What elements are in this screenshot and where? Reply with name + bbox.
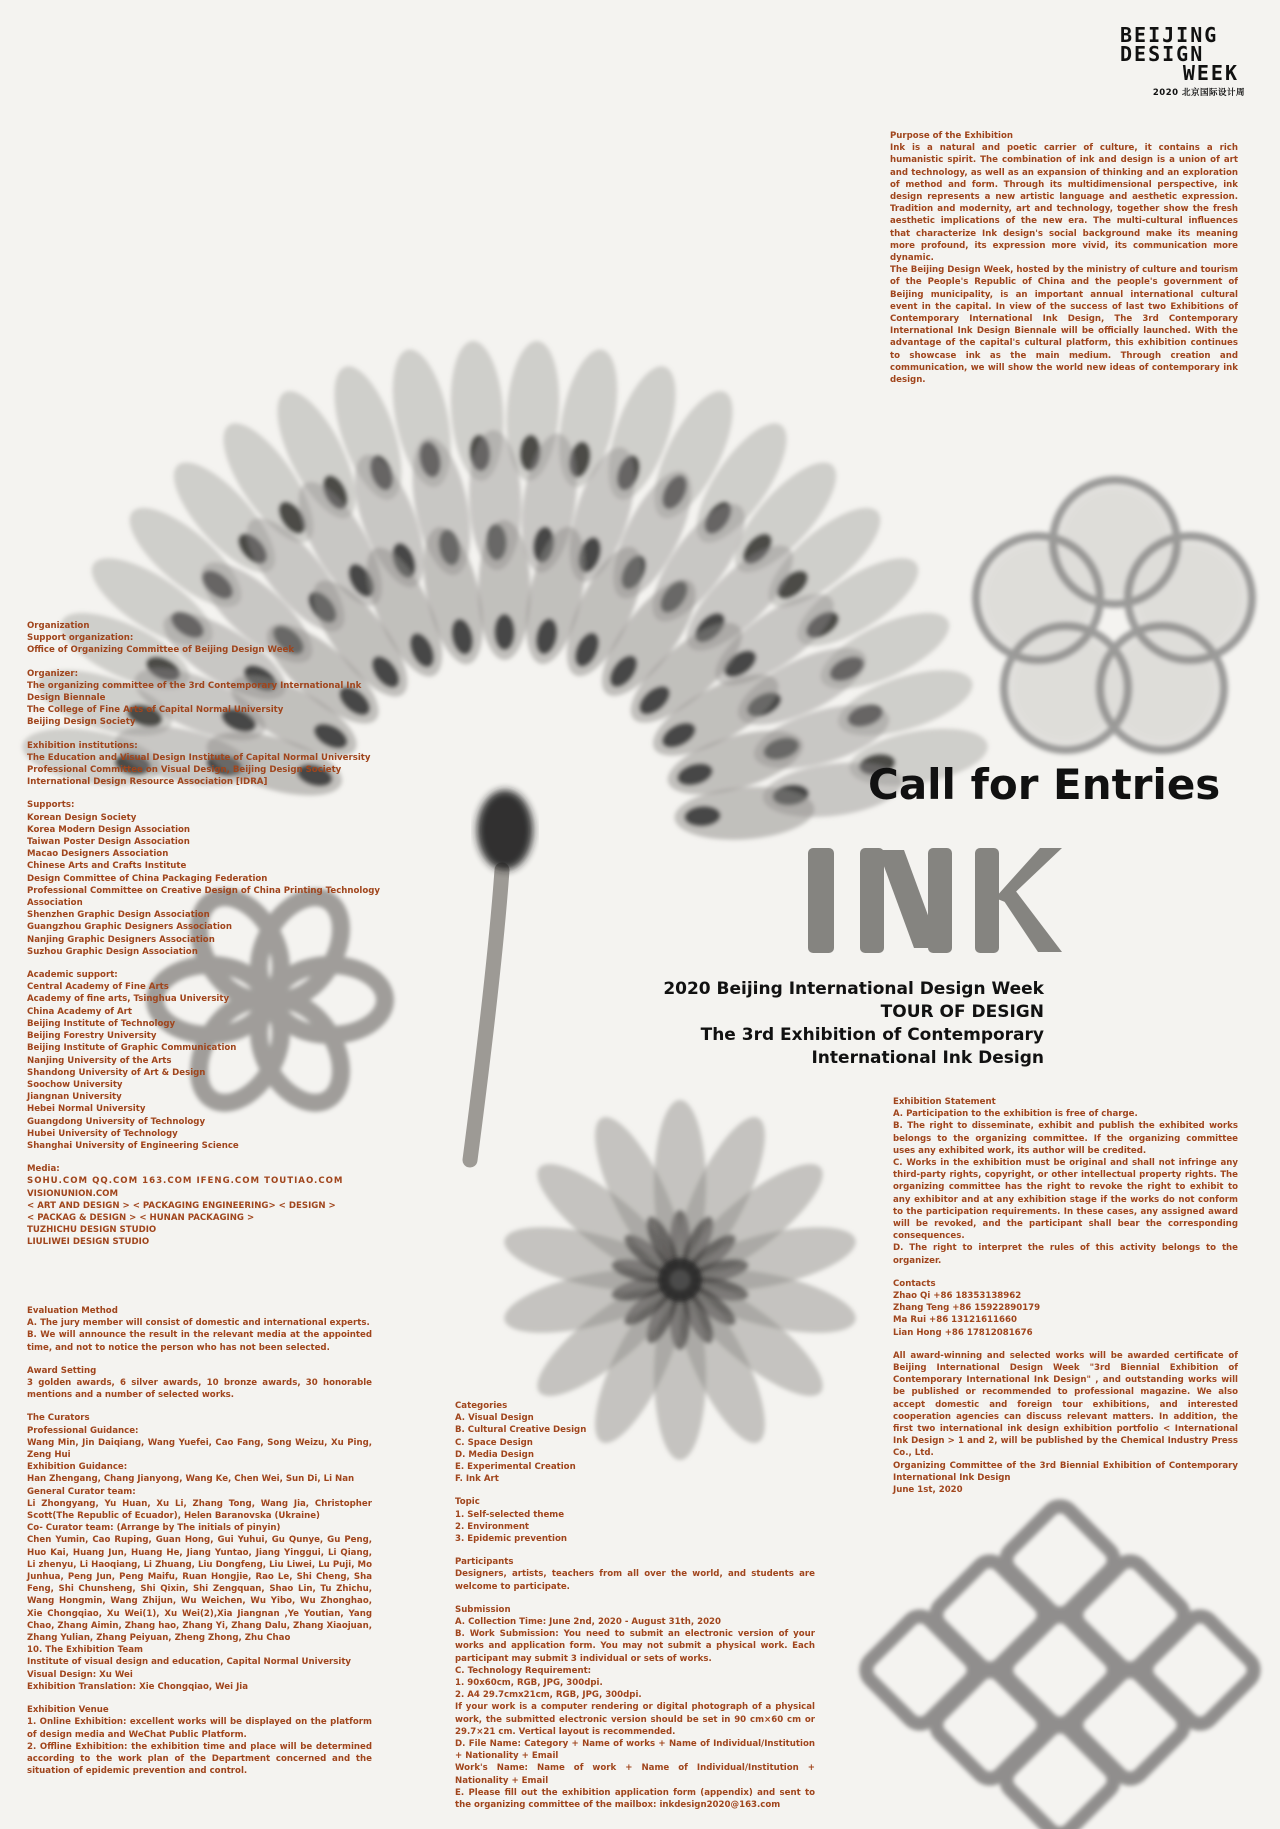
leaf-petal: [478, 520, 530, 660]
list-item: F. Ink Art: [455, 1474, 499, 1485]
statement-date: June 1st, 2020: [893, 1485, 963, 1496]
list-item: A. Visual Design: [455, 1413, 534, 1424]
team-line-1: Institute of visual design and education, Capital Normal University: [27, 1657, 352, 1668]
venue-1: 1. Online Exhibition: excellent works will be displayed on the platform of design media and WeChat Public Platform.: [27, 1717, 372, 1740]
list-item: A. Collection Time: June 2nd, 2020 - August 31th, 2020: [455, 1617, 722, 1628]
list-item: < ART AND DESIGN > < PACKAGING ENGINEERING> < DESIGN >: [27, 1200, 336, 1211]
list-item: C. Technology Requirement:: [455, 1665, 592, 1676]
list-item: Guangzhou Graphic Designers Association: [27, 922, 232, 933]
list-item: 2. A4 29.7cmx21cm, RGB, JPG, 300dpi.: [455, 1690, 642, 1701]
list-item: A. Participation to the exhibition is free of charge.: [893, 1109, 1138, 1120]
title-line-1: 2020 Beijing International Design Week: [663, 979, 1044, 999]
award-note: All award-winning and selected works will be awarded certificate of Beijing International Design Week "3rd Biennial Exhibition of Contemporary International Ink Design" , and outstanding works will be published or recommended to professional magazine. We also accept domestic and foreign tour exhibitions, and interested cooperation agencies can discuss relevant matters. In addition, the first two international ink design exhibition portfolio < International Ink Design > 1 and 2, will be published by the Chemical Industry Press Co., Ltd.: [893, 1350, 1238, 1459]
call-for-entries-title: Call for Entries: [868, 760, 1221, 809]
list-item: 1. 90x60cm, RGB, JPG, 300dpi.: [455, 1678, 603, 1689]
logo-line-2: DESIGN: [1120, 42, 1205, 66]
list-item: Jiangnan University: [27, 1092, 122, 1103]
list-item: Design Committee of China Packaging Federation: [27, 873, 268, 884]
list-item: D. Media Design: [455, 1449, 534, 1460]
logo-line-1: BEIJING: [1120, 23, 1219, 47]
team-heading: 10. The Exhibition Team: [27, 1645, 143, 1656]
list-item: Guangdong University of Technology: [27, 1116, 206, 1127]
lattice-diamond: [1001, 1721, 1120, 1829]
pg-text: Wang Min, Jin Daiqiang, Wang Yuefei, Cao Fang, Song Weizu, Xu Ping, Zeng Hui: [27, 1437, 372, 1461]
beijing-design-week-logo: [1120, 23, 1245, 98]
participants-text: Designers, artists, teachers from all over the world, and students are welcome to participate.: [455, 1569, 815, 1592]
support-org-label: Support organization:: [27, 633, 134, 644]
lattice-diamond: [931, 1556, 1050, 1675]
purpose-paragraph-2: The Beijing Design Week, hosted by the ministry of culture and tourism of the People's Republic of China and the people's government of Beijing municipality, is an important annual international cultural event in the capital. In view of the success of last two Exhibitions of Contemporary International Ink Design, The 3rd Contemporary International Ink Design Biennale will be officially launched. With the advantage of the capital's cultural platform, this exhibition continues to showcase ink as the main medium. Through creation and communication, we will show the world new ideas of contemporary ink design.: [890, 265, 1238, 386]
academic-block: [27, 969, 387, 1152]
title-line-3: The 3rd Exhibition of Contemporary: [700, 1025, 1044, 1045]
list-item: Hubei University of Technology: [27, 1128, 178, 1139]
evaluation-section: [27, 1305, 372, 1788]
team-line-2: Visual Design: Xu Wei: [27, 1669, 133, 1680]
list-item: B. Cultural Creative Design: [455, 1425, 587, 1436]
organization-section: [27, 620, 387, 1260]
list-item: B. Work Submission: You need to submit an electronic version of your works and application form. You may not submit a physical work. Each participant may submit 3 individual or sets of works.: [455, 1629, 815, 1664]
media-block: [27, 1163, 387, 1248]
list-item: Shenzhen Graphic Design Association: [27, 910, 210, 921]
list-item: Hebei Normal University: [27, 1104, 146, 1115]
evaluation-heading: Evaluation Method: [27, 1306, 118, 1316]
ink-letters-graphic: [800, 840, 1065, 960]
submission-heading: Submission: [455, 1604, 511, 1615]
cc-heading: Co- Curator team: (Arrange by The initials of pinyin): [27, 1523, 281, 1534]
list-item: E. Please fill out the exhibition application form (appendix) and sent to the organizing committee of the mailbox: inkdesign2020@163.com: [455, 1787, 815, 1811]
award-heading: Award Setting: [27, 1365, 97, 1376]
team-line-3: Exhibition Translation: Xie Chongqiao, Wei Jia: [27, 1681, 249, 1692]
gc-text: Li Zhongyang, Yu Huan, Xu Li, Zhang Tong, Wang Jia, Christopher Scott(The Republic of Ecuador), Helen Baranovska (Ukraine): [27, 1498, 372, 1522]
list-item: < PACKAG & DESIGN > < HUNAN PACKAGING >: [27, 1212, 255, 1223]
list-item: China Academy of Art: [27, 1006, 132, 1017]
list-item: Macao Designers Association: [27, 849, 169, 860]
lattice-diamond: [931, 1666, 1050, 1785]
list-item: Beijing Design Society: [27, 717, 136, 728]
list-item: Korean Design Society: [27, 812, 137, 823]
list-item: Suzhou Graphic Design Association: [27, 946, 198, 957]
institutions-block: [27, 740, 387, 789]
list-item: Academy of fine arts, Tsinghua University: [27, 994, 230, 1005]
lattice-diamond: [1071, 1556, 1190, 1675]
list-item: Korea Modern Design Association: [27, 824, 191, 835]
lattice-diamond: [861, 1611, 980, 1730]
list-item: 2. Environment: [455, 1521, 530, 1532]
list-item: Soochow University: [27, 1079, 123, 1090]
academic-heading: Academic support:: [27, 970, 118, 981]
committee-signature: Organizing Committee of the 3rd Biennial Exhibition of Contemporary International Ink Design: [893, 1460, 1238, 1483]
lattice-diamond: [1001, 1611, 1120, 1730]
list-item: Beijing Forestry University: [27, 1031, 157, 1042]
list-item: 1. Self-selected theme: [455, 1509, 565, 1520]
list-item: International Design Resource Association [IDRA]: [27, 777, 268, 788]
list-item: Professional Committee on Visual Design, Beijing Design Society: [27, 765, 342, 776]
list-item: Shandong University of Art & Design: [27, 1067, 206, 1078]
categories-heading: Categories: [455, 1401, 508, 1411]
venue-heading: Exhibition Venue: [27, 1705, 109, 1716]
title-line-2: TOUR OF DESIGN: [880, 1002, 1044, 1022]
logo-subtitle: 2020 北京国际设计周: [1152, 88, 1245, 98]
organizer-block: [27, 668, 387, 729]
award-text: 3 golden awards, 6 silver awards, 10 bronze awards, 30 honorable mentions and a number of selected works.: [27, 1378, 372, 1401]
list-item: The Education and Visual Design Institute of Capital Normal University: [27, 752, 371, 763]
lattice-diamond: [1141, 1611, 1260, 1730]
list-item: B. The right to disseminate, exhibit and publish the exhibited works belongs to the organizing committee. If the organizing committee uses any exhibited work, its author will be credited.: [893, 1121, 1238, 1156]
pg-heading: Professional Guidance:: [27, 1425, 139, 1436]
list-item: TUZHICHU DESIGN STUDIO: [27, 1225, 157, 1236]
contacts-heading: Contacts: [893, 1278, 936, 1289]
supports-heading: Supports:: [27, 800, 75, 811]
list-item: Beijing Institute of Graphic Communication: [27, 1043, 237, 1054]
list-item: Nanjing University of the Arts: [27, 1055, 172, 1066]
list-item: Taiwan Poster Design Association: [27, 837, 190, 848]
categories-section: [455, 1400, 815, 1822]
venue-2: 2. Offline Exhibition: the exhibition time and place will be determined according to the work plan of the Department concerned and the situation of epidemic prevention and control.: [27, 1741, 372, 1777]
participants-heading: Participants: [455, 1557, 514, 1568]
ink-word: INK: [800, 840, 802, 841]
statement-heading: Exhibition Statement: [893, 1097, 996, 1107]
list-item: If your work is a computer rendering or digital photograph of a physical work, the submitted electronic version should be set in 90 cm×60 cm or 29.7×21 cm. Vertical layout is recommended.: [455, 1702, 815, 1737]
curators-heading: The Curators: [27, 1413, 90, 1424]
contact-item: Lian Hong +86 17812081676: [893, 1327, 1033, 1338]
lattice-diamond: [1001, 1501, 1120, 1620]
list-item: The College of Fine Arts of Capital Normal University: [27, 705, 284, 716]
evaluation-b: B. We will announce the result in the relevant media at the appointed time, and not to notice the person who has not been selected.: [27, 1330, 372, 1353]
list-item: Shanghai University of Engineering Science: [27, 1140, 239, 1151]
exhibition-title-block: [560, 978, 1044, 1070]
supports-block: [27, 799, 387, 958]
list-item: Nanjing Graphic Designers Association: [27, 934, 215, 945]
lattice-diamond: [1071, 1666, 1190, 1785]
title-line-4: International Ink Design: [811, 1048, 1044, 1068]
topic-heading: Topic: [455, 1497, 480, 1508]
list-item: Beijing Institute of Technology: [27, 1018, 176, 1029]
gc-heading: General Curator team:: [27, 1486, 136, 1497]
statement-section: [893, 1096, 1238, 1496]
list-item: C. Works in the exhibition must be original and shall not infringe any third-party rights, copyright, or other intellectual property rights. The organizing committee has the right to revoke the right to exhibit to any exhibitor and at any exhibition stage if the works do not conform to the participation requirements. In these cases, any assigned award will be revoked, and the participant shall bear the corresponding consequences.: [893, 1158, 1238, 1242]
contact-item: Ma Rui +86 13121611660: [893, 1315, 1017, 1326]
purpose-paragraph-1: Ink is a natural and poetic carrier of culture, it contains a rich humanistic spirit. The combination of ink and design is a union of art and technology, as well as an expansion of thinking and an exploration of method and form. Through its multidimensional perspective, ink design represents a new artistic language and aesthetic expression. Tradition and modernity, art and technology, together show the fresh aesthetic implications of the new era. The multi-cultural influences that characterize Ink design's social background make its meaning more profound, its expression more vivid, its communication more dynamic.: [890, 143, 1238, 264]
list-item: LIULIWEI DESIGN STUDIO: [27, 1237, 150, 1248]
list-item: Professional Committee on Creative Design of China Printing Technology Association: [27, 885, 381, 909]
eg-heading: Exhibition Guidance:: [27, 1462, 128, 1473]
purpose-heading: Purpose of the Exhibition: [890, 131, 1013, 141]
eg-text: Han Zhengang, Chang Jianyong, Wang Ke, Chen Wei, Sun Di, Li Nan: [27, 1474, 355, 1485]
list-item: Central Academy of Fine Arts: [27, 982, 169, 993]
list-item: The organizing committee of the 3rd Contemporary International Ink Design Biennale: [27, 680, 362, 704]
contact-item: Zhang Teng +86 15922890179: [893, 1303, 1041, 1314]
list-item: D. File Name: Category + Name of works + Name of Individual/Institution + Nationality + Email: [455, 1739, 815, 1762]
logo-line-3: WEEK: [1182, 61, 1239, 85]
list-item: Chinese Arts and Crafts Institute: [27, 861, 187, 872]
list-item: C. Space Design: [455, 1437, 533, 1448]
list-item: Work's Name: Name of work + Name of Individual/Institution + Nationality + Email: [455, 1763, 815, 1786]
evaluation-a: A. The jury member will consist of domestic and international experts.: [27, 1318, 370, 1329]
cc-text: Chen Yumin, Cao Ruping, Guan Hong, Gui Yuhui, Gu Qunye, Gu Peng, Huo Kai, Huang Jun, Huang He, Jiang Yuntao, Jiang Yinggui, Li Qiang, Li zhenyu, Li Haoqiang, Li Zhuang, Liu Dongfeng, Liu Liwei, Lu Puji, Mo Junhua, Peng Jun, Peng Maifu, Ruan Hongjie, Rao Le, Shi Cheng, Sha Feng, Shi Chunsheng, Shi Qixin, Shi Zengquan, Shao Lin, Tu Zhichu, Wang Hongmin, Wang Zhijun, Wu Weichen, Wu Yibo, Wu Zhonghao, Xie Chongqiao, Xu Wei(1), Xu Wei(2),Xia Jiangnan ,Ye Youtian, Yang Chao, Zhang Aimin, Zhang hao, Zhang Yi, Zhang Dalu, Zhang Xiaojuan, Zhang Yulian, Zhang Peiyuan, Zheng Zhong, Zhu Chao: [27, 1535, 372, 1644]
list-item: SOHU.COM QQ.COM 163.COM IFENG.COM TOUTIAO.COM: [27, 1176, 344, 1187]
list-item: D. The right to interpret the rules of this activity belongs to the organizer.: [893, 1243, 1238, 1266]
contact-item: Zhao Qi +86 18353138962: [893, 1291, 1022, 1302]
purpose-section: [890, 130, 1238, 386]
list-item: E. Experimental Creation: [455, 1462, 576, 1473]
list-item: 3. Epidemic prevention: [455, 1534, 568, 1545]
list-item: VISIONUNION.COM: [27, 1188, 119, 1199]
media-heading: Media:: [27, 1164, 60, 1175]
organizer-heading: Organizer:: [27, 668, 79, 679]
institutions-heading: Exhibition institutions:: [27, 740, 138, 751]
support-org-value: Office of Organizing Committee of Beijing Design Week: [27, 645, 295, 656]
org-label: Organization: [27, 621, 90, 631]
